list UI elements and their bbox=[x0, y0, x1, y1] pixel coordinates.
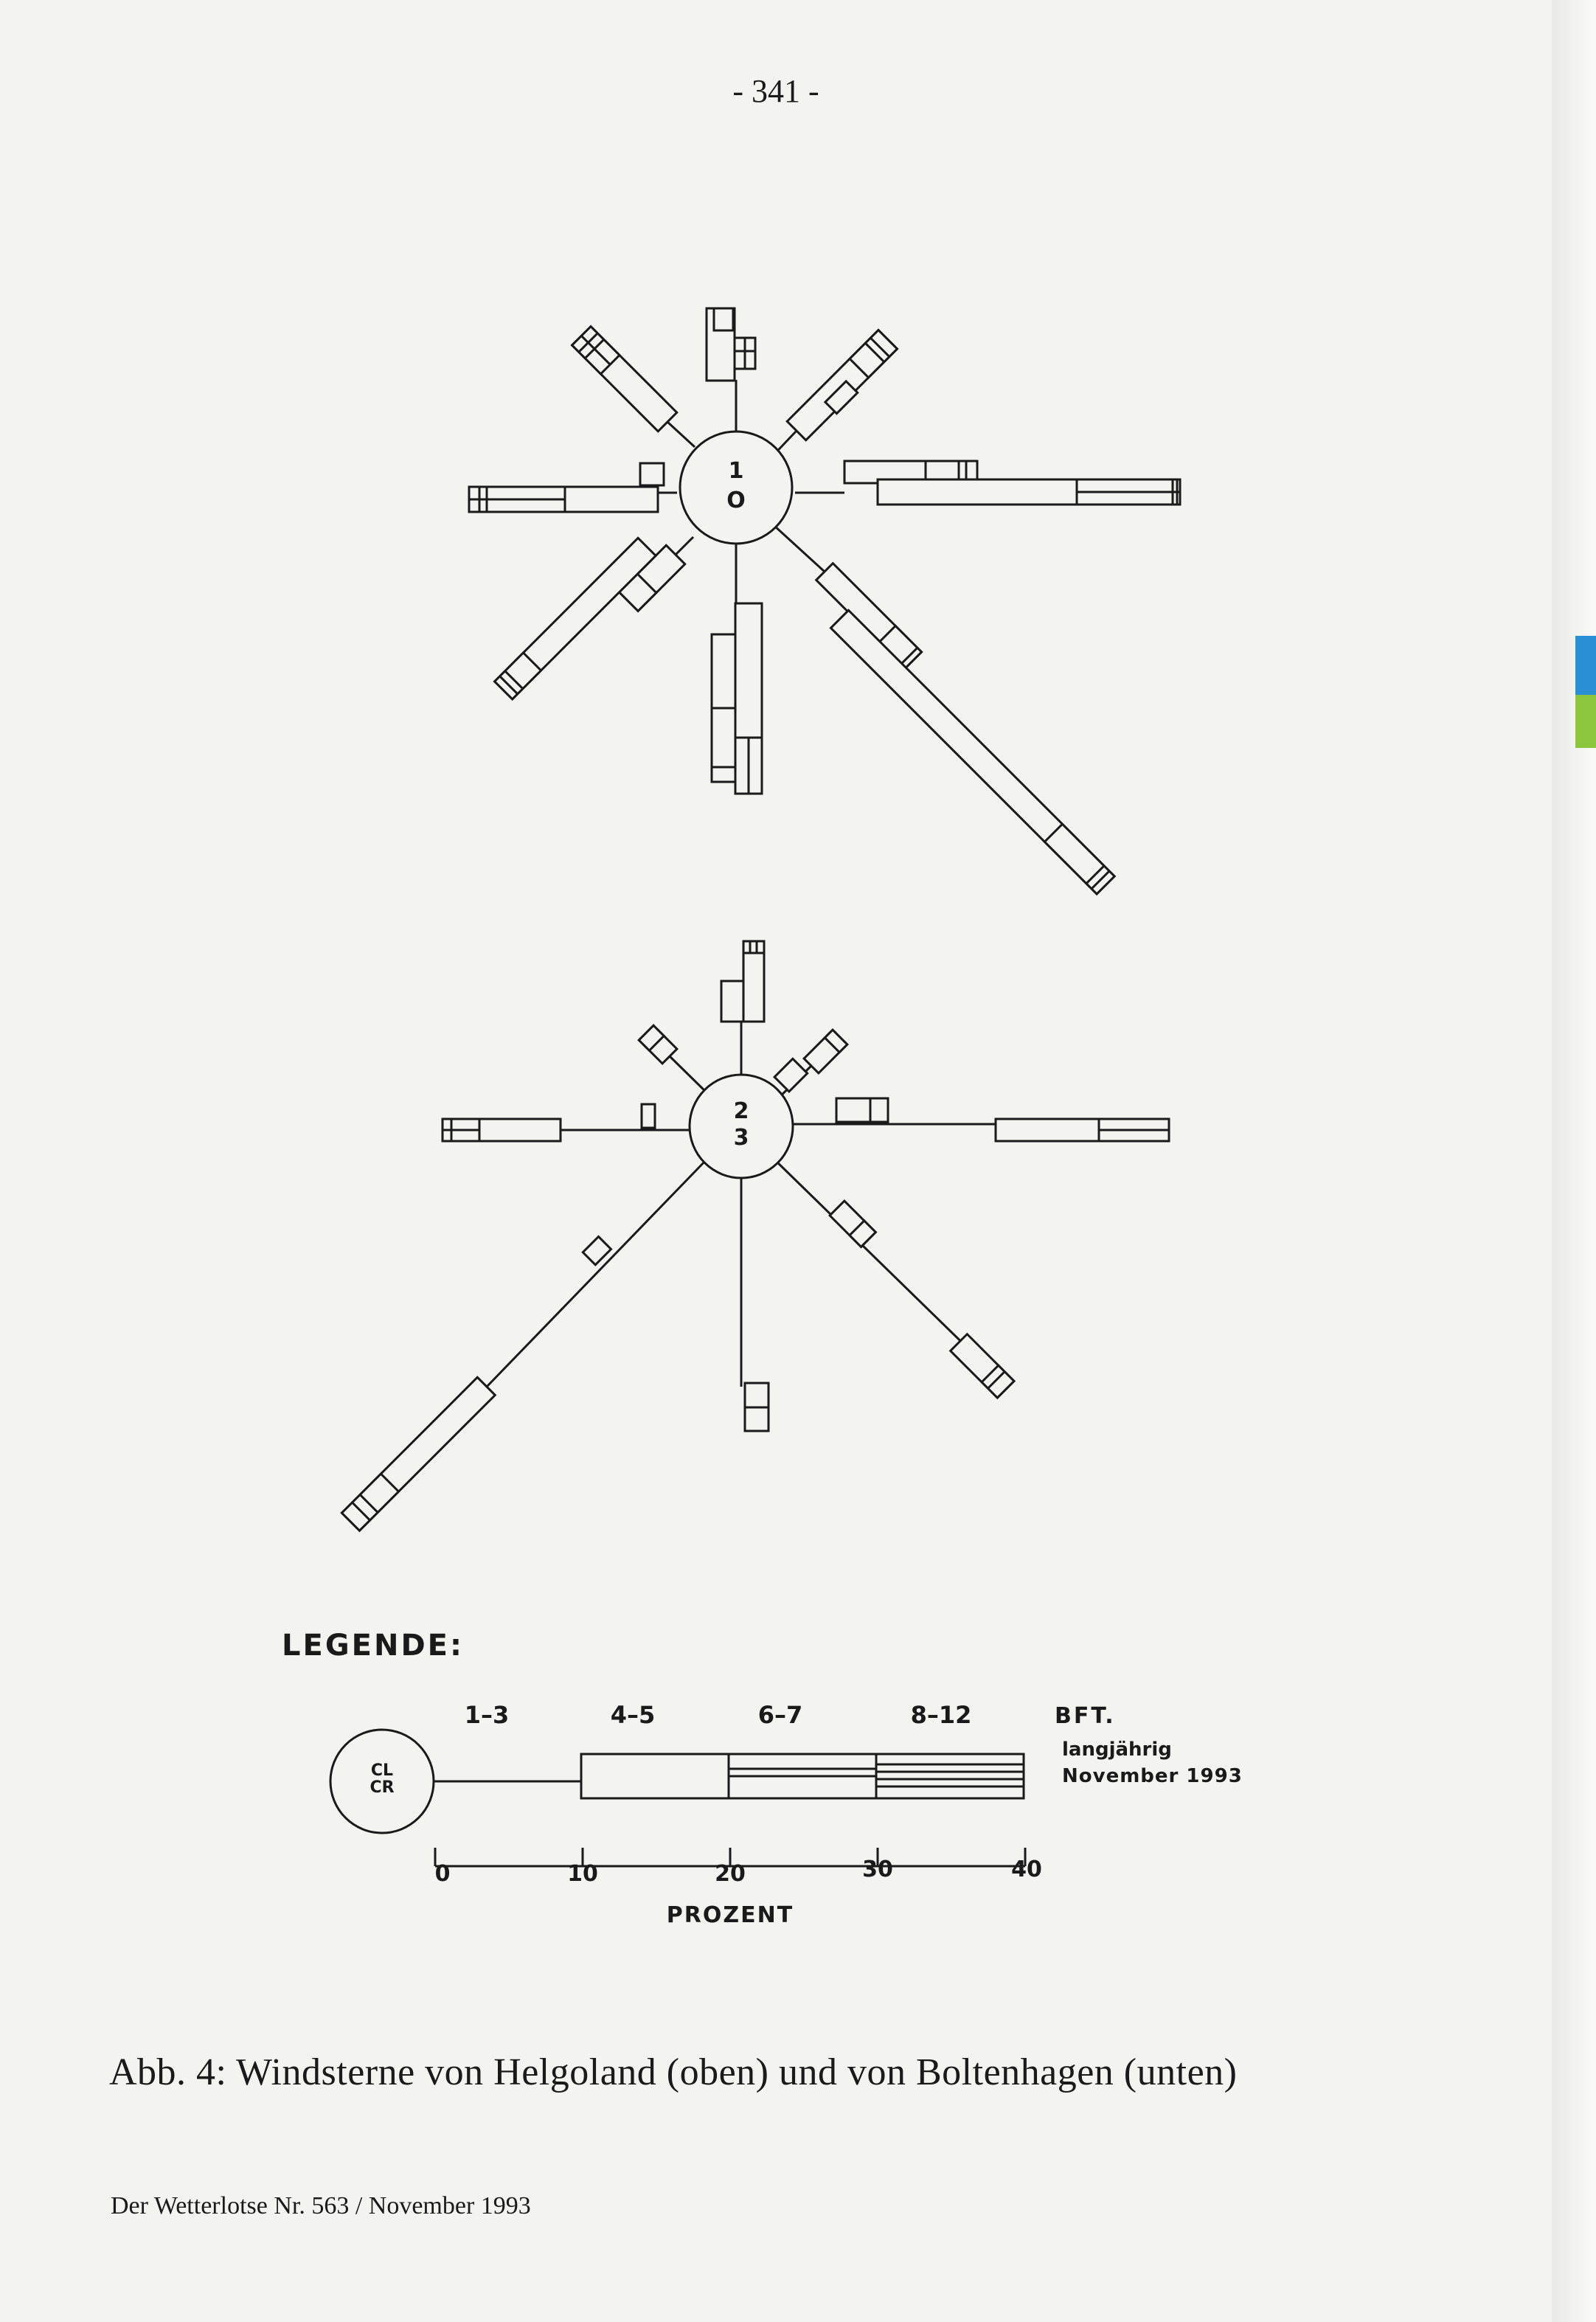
scale-tick-label: 30 bbox=[862, 1857, 893, 1882]
legend-series-label-longterm: langjährig bbox=[1062, 1739, 1172, 1761]
wind-rose-helgoland bbox=[469, 308, 1180, 894]
legend-title: LEGENDE: bbox=[282, 1629, 464, 1663]
rose1-code-bottom: O bbox=[726, 488, 746, 513]
legend-class-label: 8–12 bbox=[910, 1701, 972, 1729]
legend-class-label: 4–5 bbox=[610, 1701, 656, 1729]
legend-diagram bbox=[330, 1730, 1025, 1866]
legend-circle-label-bottom: CR bbox=[369, 1778, 395, 1797]
rose1-code-top: 1 bbox=[728, 458, 744, 484]
scale-tick-label: 10 bbox=[567, 1861, 598, 1887]
legend-circle-label-top: CL bbox=[370, 1761, 394, 1780]
blue-edge-marker bbox=[1575, 636, 1596, 695]
page-number: - 341 - bbox=[732, 73, 819, 109]
rose2-code-top: 2 bbox=[733, 1098, 749, 1124]
scale-tick-label: 40 bbox=[1011, 1857, 1042, 1882]
scale-tick-label: 0 bbox=[434, 1861, 451, 1887]
legend-class-label: 6–7 bbox=[757, 1701, 803, 1729]
rose2-code-bottom: 3 bbox=[733, 1125, 749, 1151]
page-edge-shadow bbox=[1552, 0, 1596, 2322]
page-footer: Der Wetterlotse Nr. 563 / November 1993 bbox=[111, 2192, 531, 2219]
legend-unit-label: BFT. bbox=[1055, 1703, 1116, 1729]
scale-axis-label: PROZENT bbox=[666, 1902, 794, 1928]
legend-class-label: 1–3 bbox=[464, 1701, 510, 1729]
scale-tick-label: 20 bbox=[715, 1861, 746, 1887]
wind-rose-boltenhagen bbox=[341, 941, 1169, 1531]
figure-caption: Abb. 4: Windsterne von Helgoland (oben) und von Boltenhagen (unten) bbox=[109, 2051, 1238, 2093]
green-edge-marker bbox=[1575, 695, 1596, 748]
legend-series-label-current: November 1993 bbox=[1062, 1765, 1243, 1787]
